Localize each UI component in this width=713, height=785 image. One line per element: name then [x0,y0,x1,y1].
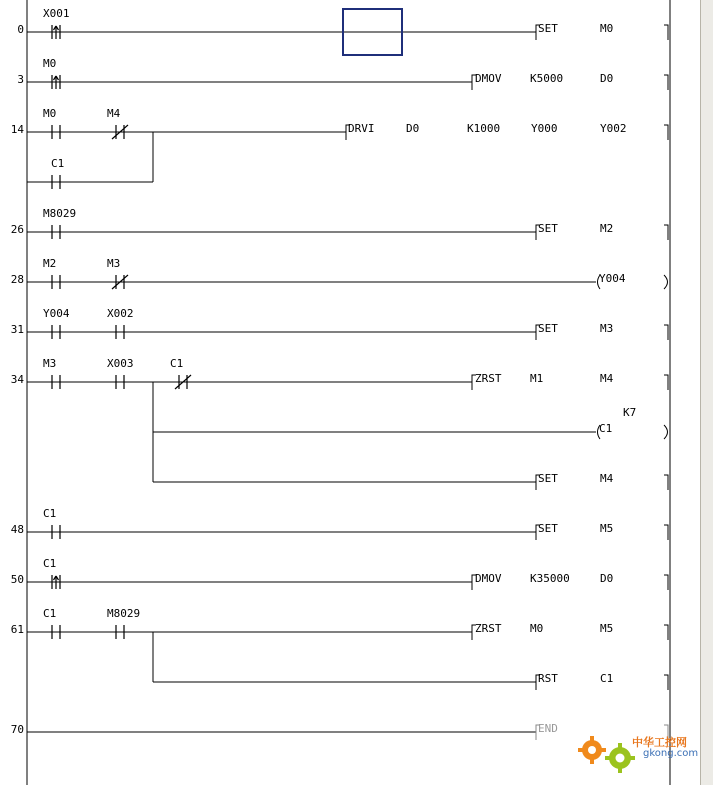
rung-7-contact-label-0: C1 [43,507,57,520]
rung-8-contact-label-0: C1 [43,557,57,570]
rung-2-contact-label-1: M4 [107,107,121,120]
rung-3-operand-1: M2 [600,222,614,235]
rung-3-step-number: 26 [10,223,24,236]
rung-6-contact-label-0: M3 [43,357,57,370]
rung-5-operand-0: SET [538,322,558,335]
rung-6-output-0-operand-0: C1 [599,422,613,435]
rung-9-operand-0: ZRST [475,622,502,635]
rung-0-step-number: 0 [17,23,24,36]
rung-4-contact-label-0: M2 [43,257,57,270]
watermark-url: gkong.com [643,748,699,759]
rung-1-contact-label-0: M0 [43,57,57,70]
rung-7-operand-1: M5 [600,522,614,535]
watermark-title: 中华工控网 [632,736,687,749]
rung-0-operand-0: SET [538,22,558,35]
rung-10-operand-0: END [538,722,558,735]
rung-8-operand-1: K35000 [530,572,570,585]
rung-10-step-number: 70 [10,723,24,736]
rung-0-contact-label-0: X001 [43,7,70,20]
rung-2-operand-1: D0 [406,122,420,135]
rung-6-output-1-operand-0: SET [538,472,558,485]
rung-2-step-number: 14 [10,123,24,136]
rung-2-operand-2: K1000 [467,122,501,135]
vertical-scrollbar[interactable] [700,0,713,785]
rung-8-operand-0: DMOV [475,572,502,585]
rung-2-contact-label-0: M0 [43,107,57,120]
rung-9-output-0-operand-1: C1 [600,672,614,685]
rung-1-operand-2: D0 [600,72,614,85]
rung-6-operand-2: M4 [600,372,614,385]
rung-9-output-0-operand-0: RST [538,672,558,685]
rung-9-contact-label-1: M8029 [107,607,141,620]
rung-5-contact-label-1: X002 [107,307,134,320]
rung-5-step-number: 31 [10,323,24,336]
rung-3-operand-0: SET [538,222,558,235]
rung-4-contact-label-1: M3 [107,257,121,270]
rung-8-step-number: 50 [10,573,24,586]
rung-9-contact-label-0: C1 [43,607,57,620]
rung-7-step-number: 48 [10,523,24,536]
rung-9-operand-2: M5 [600,622,614,635]
rung-6-contact-label-2: C1 [170,357,184,370]
rung-9-operand-1: M0 [530,622,544,635]
rung-5-contact-label-0: Y004 [43,307,70,320]
rung-6-contact-label-1: X003 [107,357,134,370]
rung-5-operand-1: M3 [600,322,614,335]
rung-1-operand-0: DMOV [475,72,502,85]
rung-2-branch-label-0: C1 [51,157,65,170]
rung-2-operand-3: Y000 [531,122,558,135]
rung-7-operand-0: SET [538,522,558,535]
rung-4-operand-0: Y004 [599,272,626,285]
rung-0-operand-1: M0 [600,22,614,35]
selection-cursor[interactable] [342,8,403,56]
rung-3-contact-label-0: M8029 [43,207,77,220]
rung-1-operand-1: K5000 [530,72,564,85]
rung-8-operand-2: D0 [600,572,614,585]
rung-6-operand-0: ZRST [475,372,502,385]
rung-4-step-number: 28 [10,273,24,286]
rung-6-output-constant-0: K7 [623,406,637,419]
rung-6-output-1-operand-1: M4 [600,472,614,485]
rung-1-step-number: 3 [17,73,24,86]
rung-2-operand-0: DRVI [348,122,375,135]
rung-6-step-number: 34 [10,373,24,386]
rung-9-step-number: 61 [10,623,24,636]
rung-2-operand-4: Y002 [600,122,627,135]
rung-6-operand-1: M1 [530,372,544,385]
